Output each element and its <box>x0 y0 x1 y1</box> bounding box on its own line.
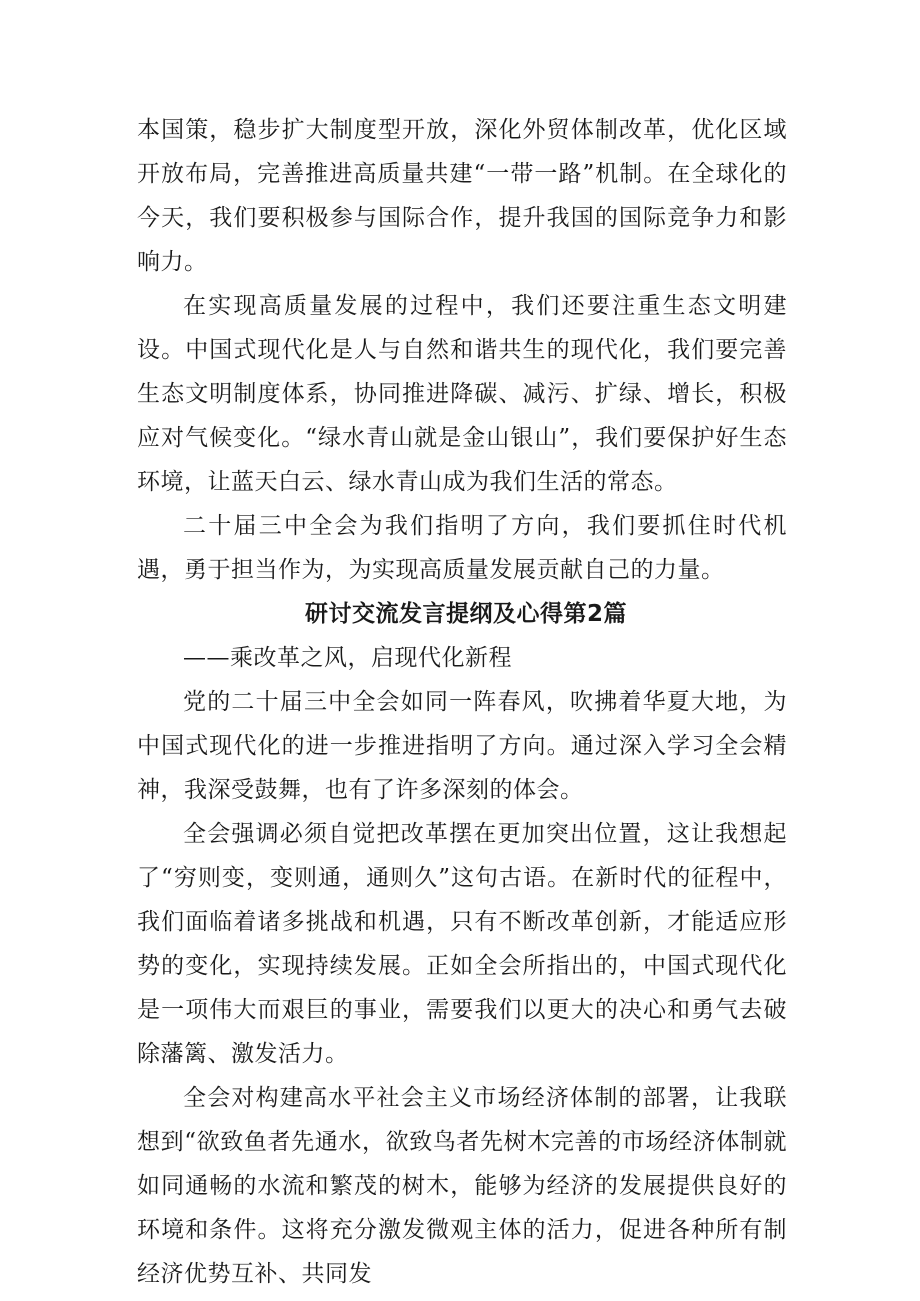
paragraph-reform: 全会强调必须自觉把改革摆在更加突出位置，这让我想起了“穷则变，变则通，通则久”这句古语。在新时代的征程中，我们面临着诸多挑战和机遇，只有不断改革创新，才能适应形势的变化，实现持续发展。正如全会所指出的，中国式现代化是一项伟大而艰巨的事业，需要我们以更大的决心和勇气去破除藩篱、激发活力。 <box>137 821 787 1067</box>
paragraph-conclusion: 二十届三中全会为我们指明了方向，我们要抓住时代机遇，勇于担当作为，为实现高质量发展贡献自己的力量。 <box>137 513 787 583</box>
section-subtitle: ——乘改革之风，启现代化新程 <box>183 645 512 671</box>
document-body <box>137 108 787 1296</box>
section-title: 研讨交流发言提纲及心得第2篇 <box>304 601 627 627</box>
paragraph-ecology: 在实现高质量发展的过程中，我们还要注重生态文明建设。中国式现代化是人与自然和谐共生的现代化，我们要完善生态文明制度体系，协同推进降碳、减污、扩绿、增长，积极应对气候变化。“绿水青山就是金山银山”，我们要保护好生态环境，让蓝天白云、绿水青山成为我们生活的常态。 <box>137 293 787 495</box>
paragraph-intro: 党的二十届三中全会如同一阵春风，吹拂着华夏大地，为中国式现代化的进一步推进指明了方向。通过深入学习全会精神，我深受鼓舞，也有了许多深刻的体会。 <box>137 689 787 803</box>
paragraph-continued: 本国策，稳步扩大制度型开放，深化外贸体制改革，优化区域开放布局，完善推进高质量共建“一带一路”机制。在全球化的今天，我们要积极参与国际合作，提升我国的国际竞争力和影响力。 <box>137 117 787 275</box>
paragraph-market-economy: 全会对构建高水平社会主义市场经济体制的部署，让我联想到“欲致鱼者先通水，欲致鸟者先树木完善的市场经济体制就如同通畅的水流和繁茂的树木，能够为经济的发展提供良好的环境和条件。这将充分激发微观主体的活力，促进各种所有制经济优势互补、共同发 <box>137 1085 787 1287</box>
